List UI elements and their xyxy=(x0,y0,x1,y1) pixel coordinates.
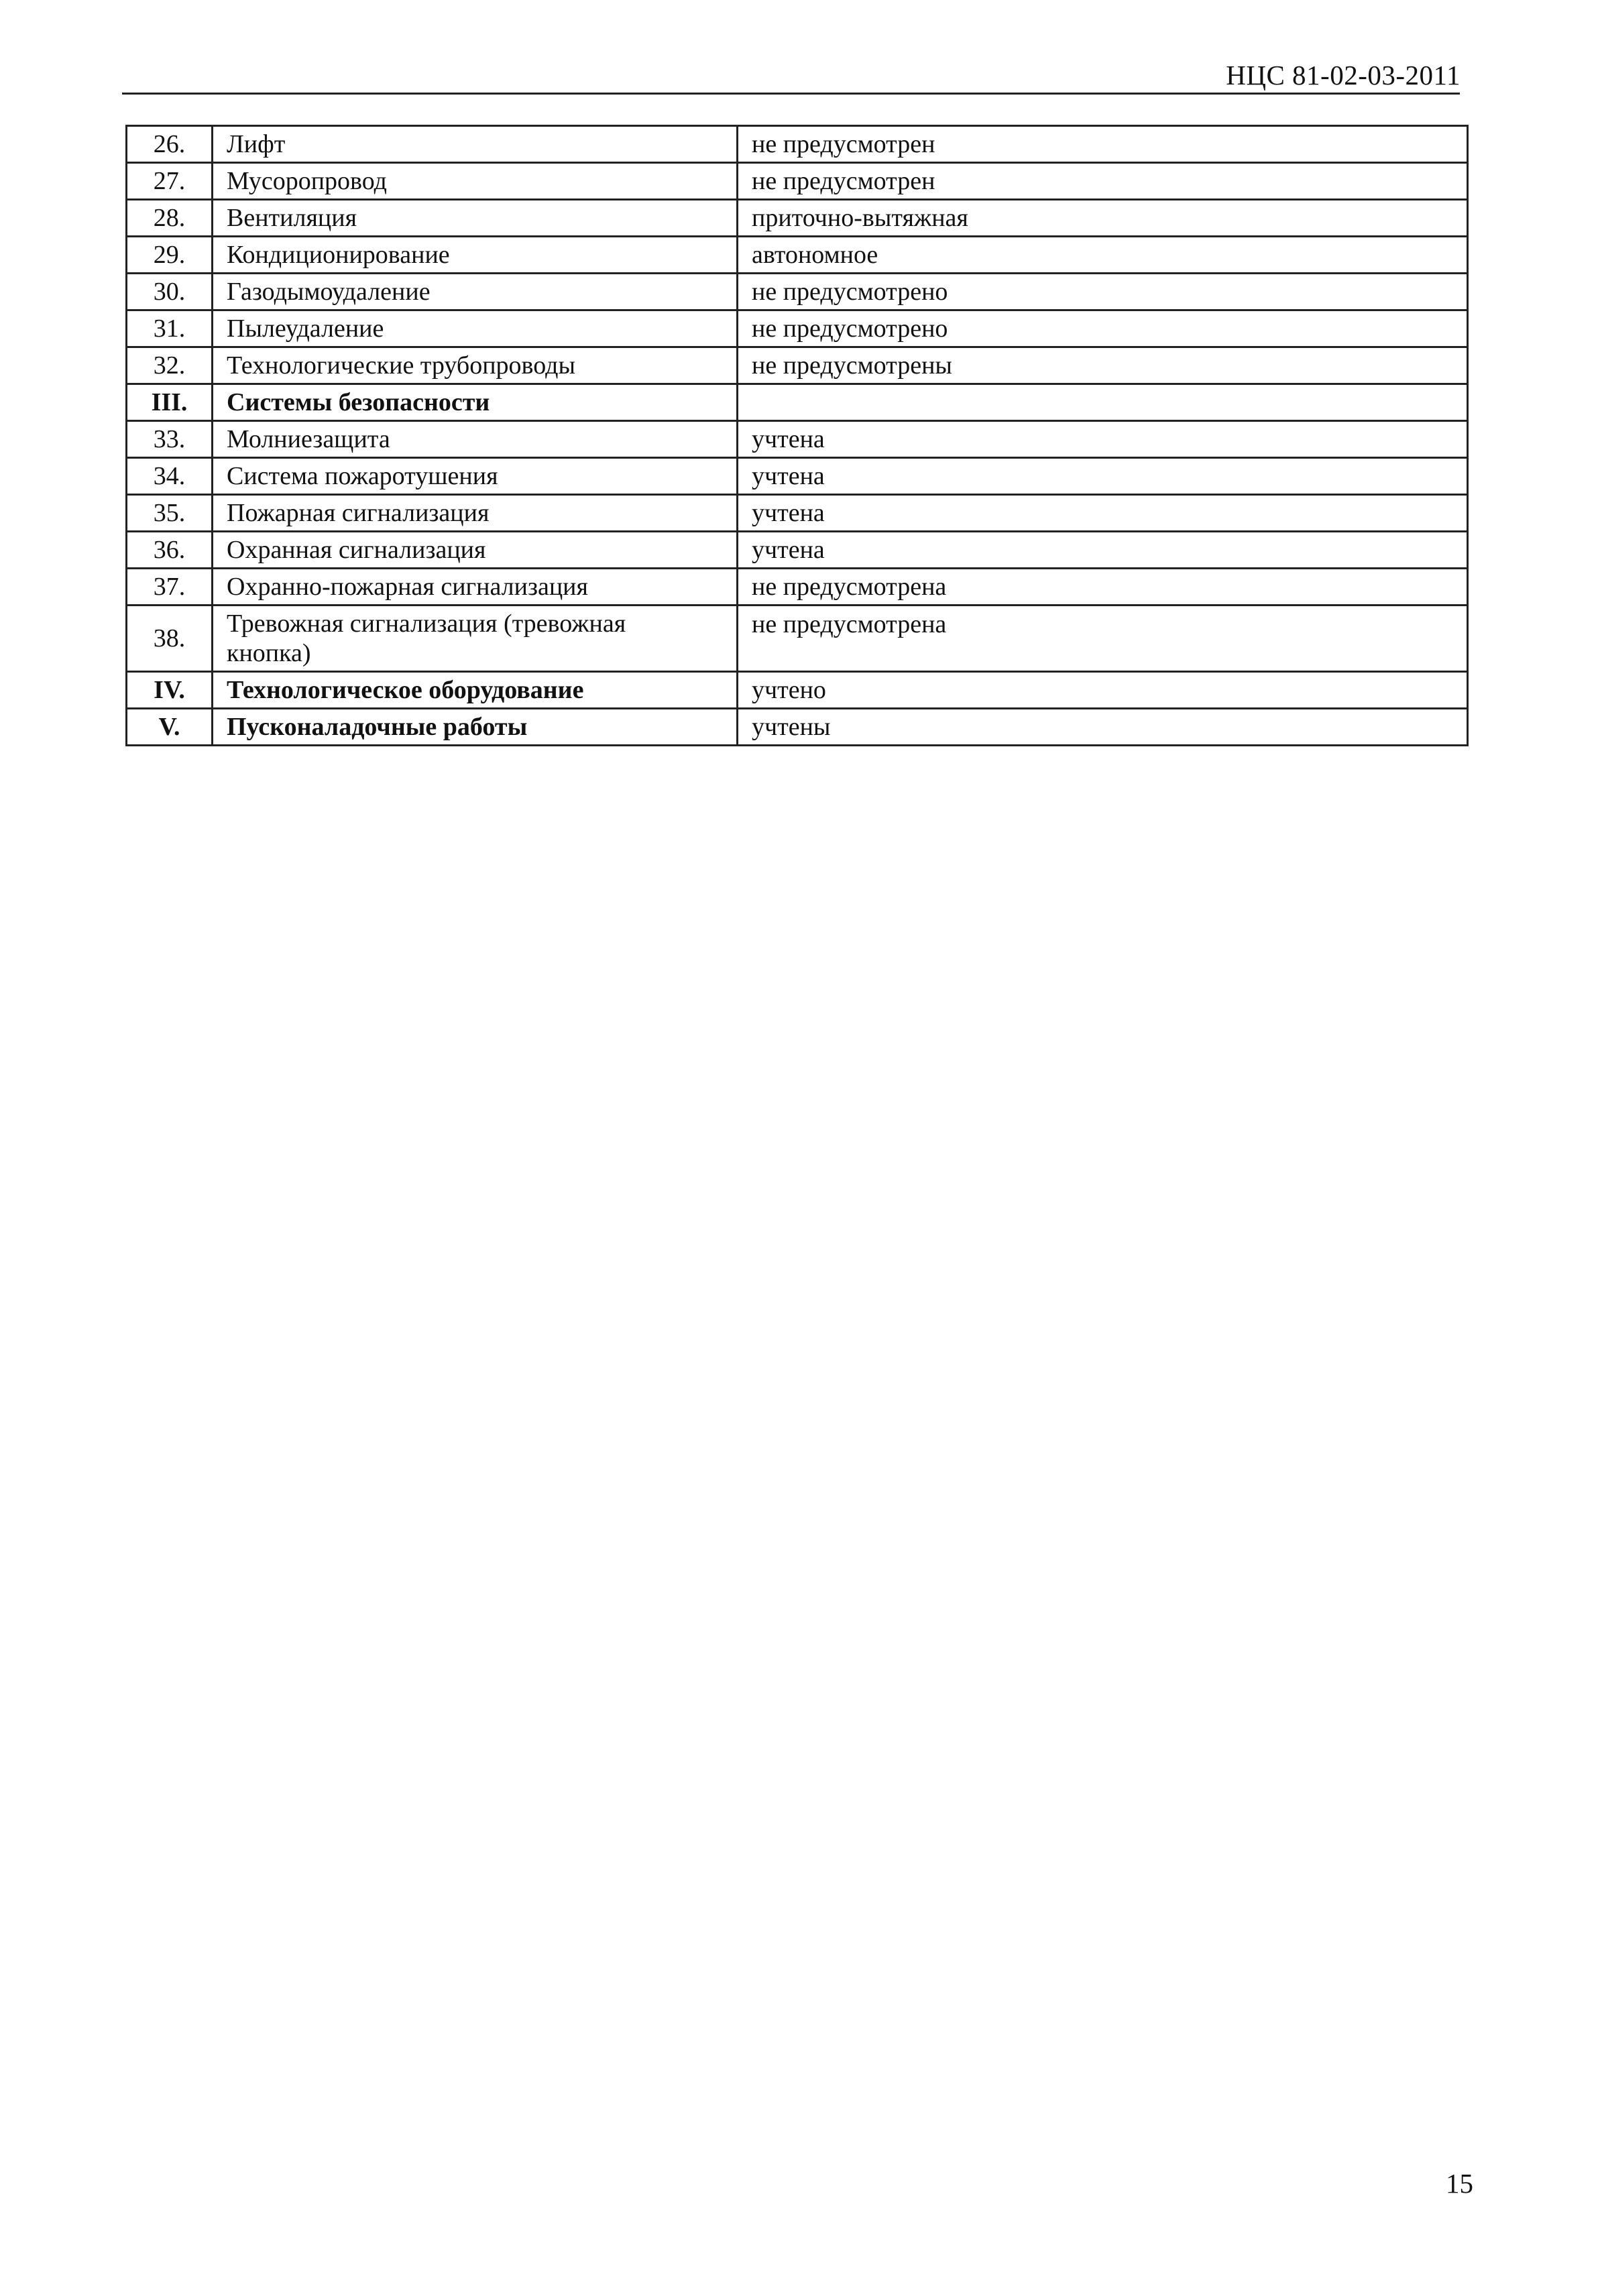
row-number: 34. xyxy=(127,458,213,495)
row-value: не предусмотрена xyxy=(738,569,1468,606)
table-row xyxy=(127,200,1468,237)
row-number: 35. xyxy=(127,495,213,532)
row-value: автономное xyxy=(738,237,1468,274)
row-name: Охранная сигнализация xyxy=(213,532,738,569)
row-name: Охранно-пожарная сигнализация xyxy=(213,569,738,606)
row-name: Мусоропровод xyxy=(213,163,738,200)
row-name: Технологические трубопроводы xyxy=(213,347,738,384)
row-value: учтены xyxy=(738,709,1468,746)
row-name: Лифт xyxy=(213,126,738,163)
table-row xyxy=(127,458,1468,495)
section-row xyxy=(127,384,1468,421)
section-title: Системы безопасности xyxy=(213,384,738,421)
row-value: учтено xyxy=(738,672,1468,709)
section-number: V. xyxy=(127,709,213,746)
document-code: НЦС 81-02-03-2011 xyxy=(1226,60,1461,91)
row-name: Кондиционирование xyxy=(213,237,738,274)
table-row xyxy=(127,347,1468,384)
table-row xyxy=(127,532,1468,569)
row-value: учтена xyxy=(738,421,1468,458)
section-title: Технологическое оборудование xyxy=(213,672,738,709)
row-number: 26. xyxy=(127,126,213,163)
row-name: Газодымоудаление xyxy=(213,274,738,310)
table-row xyxy=(127,495,1468,532)
row-name xyxy=(213,606,738,672)
table-row xyxy=(127,126,1468,163)
row-value: не предусмотрен xyxy=(738,163,1468,200)
row-number: 36. xyxy=(127,532,213,569)
row-name: Пылеудаление xyxy=(213,310,738,347)
row-number: 32. xyxy=(127,347,213,384)
row-name: Система пожаротушения xyxy=(213,458,738,495)
table-row xyxy=(127,163,1468,200)
row-number: 37. xyxy=(127,569,213,606)
section-number: IV. xyxy=(127,672,213,709)
table-row xyxy=(127,421,1468,458)
row-name-line: кнопка) xyxy=(227,639,311,667)
row-number: 33. xyxy=(127,421,213,458)
row-value: не предусмотрено xyxy=(738,310,1468,347)
section-row xyxy=(127,709,1468,746)
section-row xyxy=(127,672,1468,709)
specification-table xyxy=(125,125,1469,746)
table-row xyxy=(127,569,1468,606)
row-number: 30. xyxy=(127,274,213,310)
page-number: 15 xyxy=(1446,2168,1473,2199)
row-value: не предусмотрен xyxy=(738,126,1468,163)
row-name: Молниезащита xyxy=(213,421,738,458)
row-value: приточно-вытяжная xyxy=(738,200,1468,237)
row-value xyxy=(738,384,1468,421)
table-row xyxy=(127,274,1468,310)
header-rule xyxy=(122,93,1460,95)
row-value: не предусмотрена xyxy=(738,606,1468,672)
row-number: 28. xyxy=(127,200,213,237)
row-value: не предусмотрено xyxy=(738,274,1468,310)
row-number: 38. xyxy=(127,606,213,672)
row-value: не предусмотрены xyxy=(738,347,1468,384)
section-title: Пусконаладочные работы xyxy=(213,709,738,746)
section-number: III. xyxy=(127,384,213,421)
row-name: Вентиляция xyxy=(213,200,738,237)
row-number: 29. xyxy=(127,237,213,274)
row-value: учтена xyxy=(738,495,1468,532)
row-value: учтена xyxy=(738,532,1468,569)
table-row xyxy=(127,606,1468,672)
row-number: 27. xyxy=(127,163,213,200)
row-name-line: Тревожная сигнализация (тревожная xyxy=(227,610,626,638)
row-value: учтена xyxy=(738,458,1468,495)
table-row xyxy=(127,237,1468,274)
row-name: Пожарная сигнализация xyxy=(213,495,738,532)
row-number: 31. xyxy=(127,310,213,347)
table-row xyxy=(127,310,1468,347)
